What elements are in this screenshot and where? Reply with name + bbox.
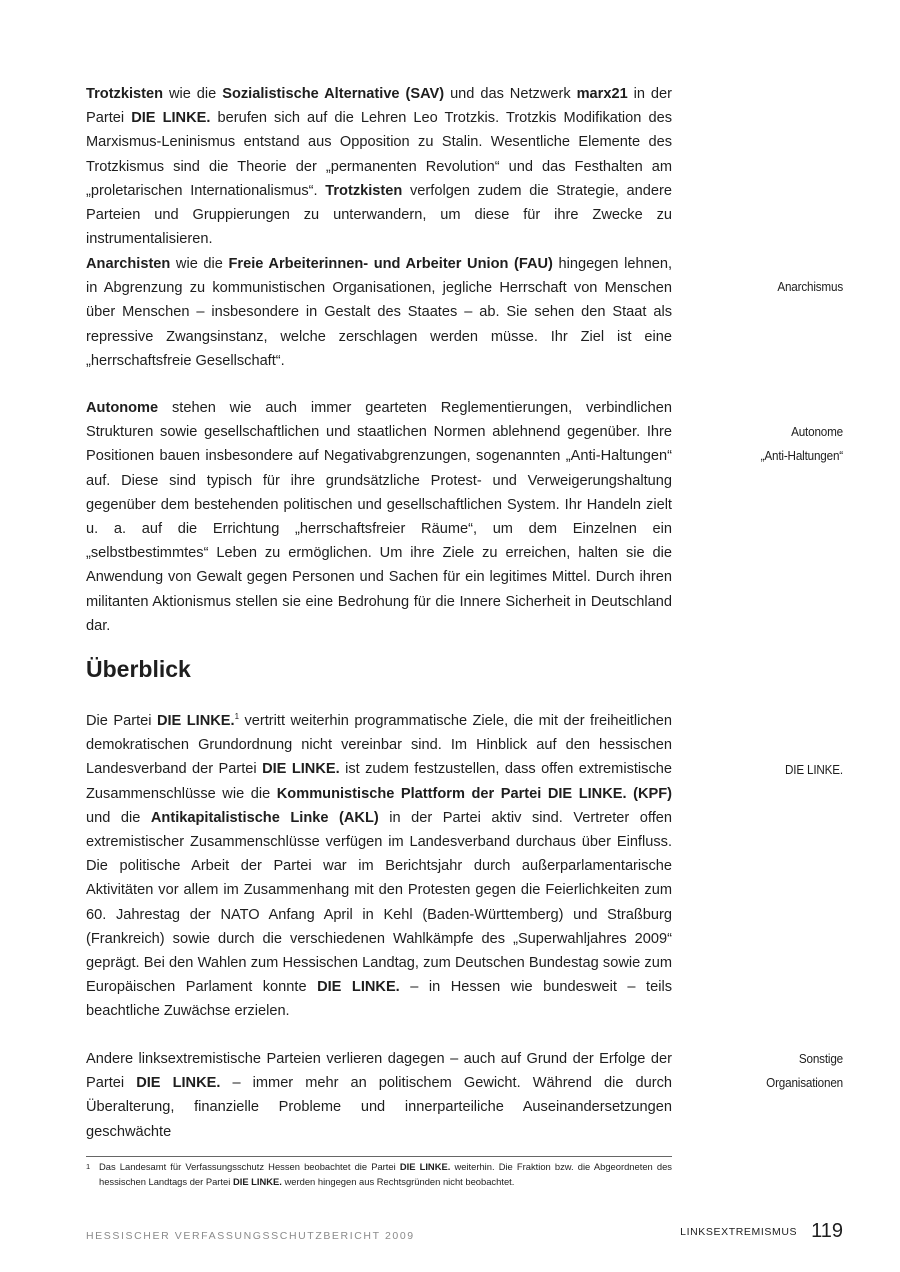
footer-section-name: LINKSEXTREMISMUS xyxy=(680,1225,798,1238)
text-run: wie die xyxy=(163,86,223,102)
footer-publication-title: HESSISCHER VERFASSUNGSSCHUTZBERICHT 2009 xyxy=(86,1230,415,1242)
text-run: werden hingegen aus Rechtsgründen nicht beobachtet. xyxy=(281,1176,515,1187)
bold-term: DIE LINKE. xyxy=(136,1075,221,1092)
text-run: Die Partei xyxy=(86,713,157,729)
text-run: weiterhin. Die Fraktion bzw. die Abgeordneten des hessischen Landtags der Partei xyxy=(99,1161,672,1187)
text-run: – in Hessen wie bundesweit – teils beachtliche Zuwächse erzielen. xyxy=(86,979,672,1020)
bold-term: Trotzkisten xyxy=(325,182,403,199)
bold-term: DIE LINKE. xyxy=(156,713,235,729)
bold-term: DIE LINKE. xyxy=(317,979,400,996)
footnote xyxy=(86,1159,672,1189)
text-run: – immer mehr an politischem Gewicht. Während die durch Überalterung, finanzielle Probleme und innerparteiliche Auseinandersetzungen geschwächte xyxy=(86,1075,672,1140)
bold-term: DIE LINKE. xyxy=(262,761,340,778)
text-run: vertritt weiterhin programmatische Ziele, die mit der freiheitlichen demokratischen Grundordnung nicht vereinbar sind. Im Hinblick auf den hessischen Landesverband der Partei xyxy=(86,713,672,778)
text-run: wie die xyxy=(170,256,229,272)
footer-right xyxy=(680,1220,843,1243)
paragraph-anarchisten xyxy=(86,252,672,373)
section-heading: Überblick xyxy=(86,656,191,682)
page-number: 119 xyxy=(811,1220,843,1242)
text-run: hingegen lehnen, in Abgrenzung zu kommunistischen Organisationen, jegliche Herrschaft von Menschen über Menschen – insbesondere in Gestalt des Staates – ab. Sie sehen den Staat als repressive Zwangsinstanz, welche zerschlagen werden müsse. Ihr Ziel ist eine „herrschaftsfreie Gesellschaft“. xyxy=(86,256,672,369)
text-run: ist zudem festzustellen, dass offen extremistische Zusammenschlüsse wie die xyxy=(86,761,672,802)
margin-note-sonstige-organisationen: Sonstige Organisationen xyxy=(766,1051,843,1090)
bold-term: marx21 xyxy=(576,86,628,102)
bold-term: Sozialistische Alternative (SAV) xyxy=(222,86,445,102)
text-run: stehen wie auch immer gearteten Reglementierungen, verbindlichen Strukturen sowie gesellschaftlichen und staatlichen Normen ablehnend gegenüber. Ihre Positionen bauen insbesondere auf Negativabgrenzungen, sogenannten „Anti-Haltungen“ auf. Diese sind typisch für ihre grundsätzliche Protest- und Verweigerungshaltung gegenüber dem bestehenden politischen und gesellschaftlichen System. Ihr Handeln zielt u. a. auf die Errichtung „herrschaftsfreier Räume“, um dem Einzelnen ein „selbstbestimmtes“ Leben zu ermöglichen. Um ihre Ziele zu erreichen, halten sie die Anwendung von Gewalt gegen Personen und Sachen für ein legitimes Mittel. Durch ihren militanten Aktionismus stellen sie eine Bedrohung für die Innere Sicherheit in Deutschland dar. xyxy=(86,400,672,634)
text-run: berufen sich auf die Lehren Leo Trotzkis. Trotzkis Modifikation des Marxismus-Leninismus entstand aus Opposition zu Stalin. Wesentliche Elemente des Trotzkismus sind die Theorie der „permanenten Revolution“ und das Festhalten am „proletarischen Internationalismus“. xyxy=(86,110,672,199)
bold-term: Freie Arbeiterinnen- und Arbeiter Union (FAU) xyxy=(228,256,553,272)
bold-term: DIE LINKE. xyxy=(232,1176,282,1187)
text-run: in der Partei xyxy=(86,86,672,127)
footnote-ref: 1 xyxy=(234,712,240,722)
footnote-text xyxy=(99,1159,672,1189)
text-run: und die xyxy=(86,809,151,826)
bold-term: Anarchisten xyxy=(86,256,171,272)
paragraph-die-linke xyxy=(86,709,672,1024)
bold-term: Kommunistische Plattform der Partei DIE LINKE. (KPF) xyxy=(276,785,672,802)
paragraph-autonome xyxy=(86,396,672,638)
paragraph-trotzkisten xyxy=(86,82,672,251)
paragraph-andere-parteien xyxy=(86,1047,672,1144)
margin-note-autonome: Autonome „Anti-Haltungen“ xyxy=(760,424,843,463)
bold-term: DIE LINKE. xyxy=(131,110,211,127)
bold-term: Antikapitalistische Linke (AKL) xyxy=(150,809,379,826)
text-run: Andere linksextremistische Parteien verlieren dagegen – auch auf Grund der Erfolge der Partei xyxy=(86,1051,672,1092)
bold-term: DIE LINKE. xyxy=(399,1161,451,1172)
text-run: Das Landesamt für Verfassungsschutz Hessen beobachtet die Partei xyxy=(99,1161,400,1172)
bold-term: Autonome xyxy=(86,400,159,416)
bold-term: Trotzkisten xyxy=(86,86,164,102)
text-run: in der Partei aktiv sind. Vertreter offen extremistischer Zusammenschlüsse verfügen im Landesverband durchaus über Einfluss. Die politische Arbeit der Partei war im Berichtsjahr durch außerparlamentarische Aktivitäten vor allem im Zusammenhang mit den Protesten gegen die Feierlichkeiten zum 60. Jahrestag der NATO Anfang April in Kehl (Baden-Württemberg) und Straßburg (Frankreich) sowie durch die verschiedenen Wahlkämpfe des „Superwahljahres 2009“ geprägt. Bei den Wahlen zum Hessischen Landtag, zum Deutschen Bundestag sowie zum Europäischen Parlament konnte xyxy=(86,809,673,996)
text-run: und das Netzwerk xyxy=(444,86,577,102)
margin-note-die-linke: DIE LINKE. xyxy=(784,762,843,777)
footnote-divider xyxy=(86,1156,672,1157)
margin-note-anarchismus: Anarchismus xyxy=(777,279,843,294)
text-run: verfolgen zudem die Strategie, andere Parteien und Gruppierungen zu unterwandern, um diese für ihre Zwecke zu instrumentalisieren. xyxy=(86,182,672,248)
footnote-number: 1 xyxy=(86,1162,91,1171)
